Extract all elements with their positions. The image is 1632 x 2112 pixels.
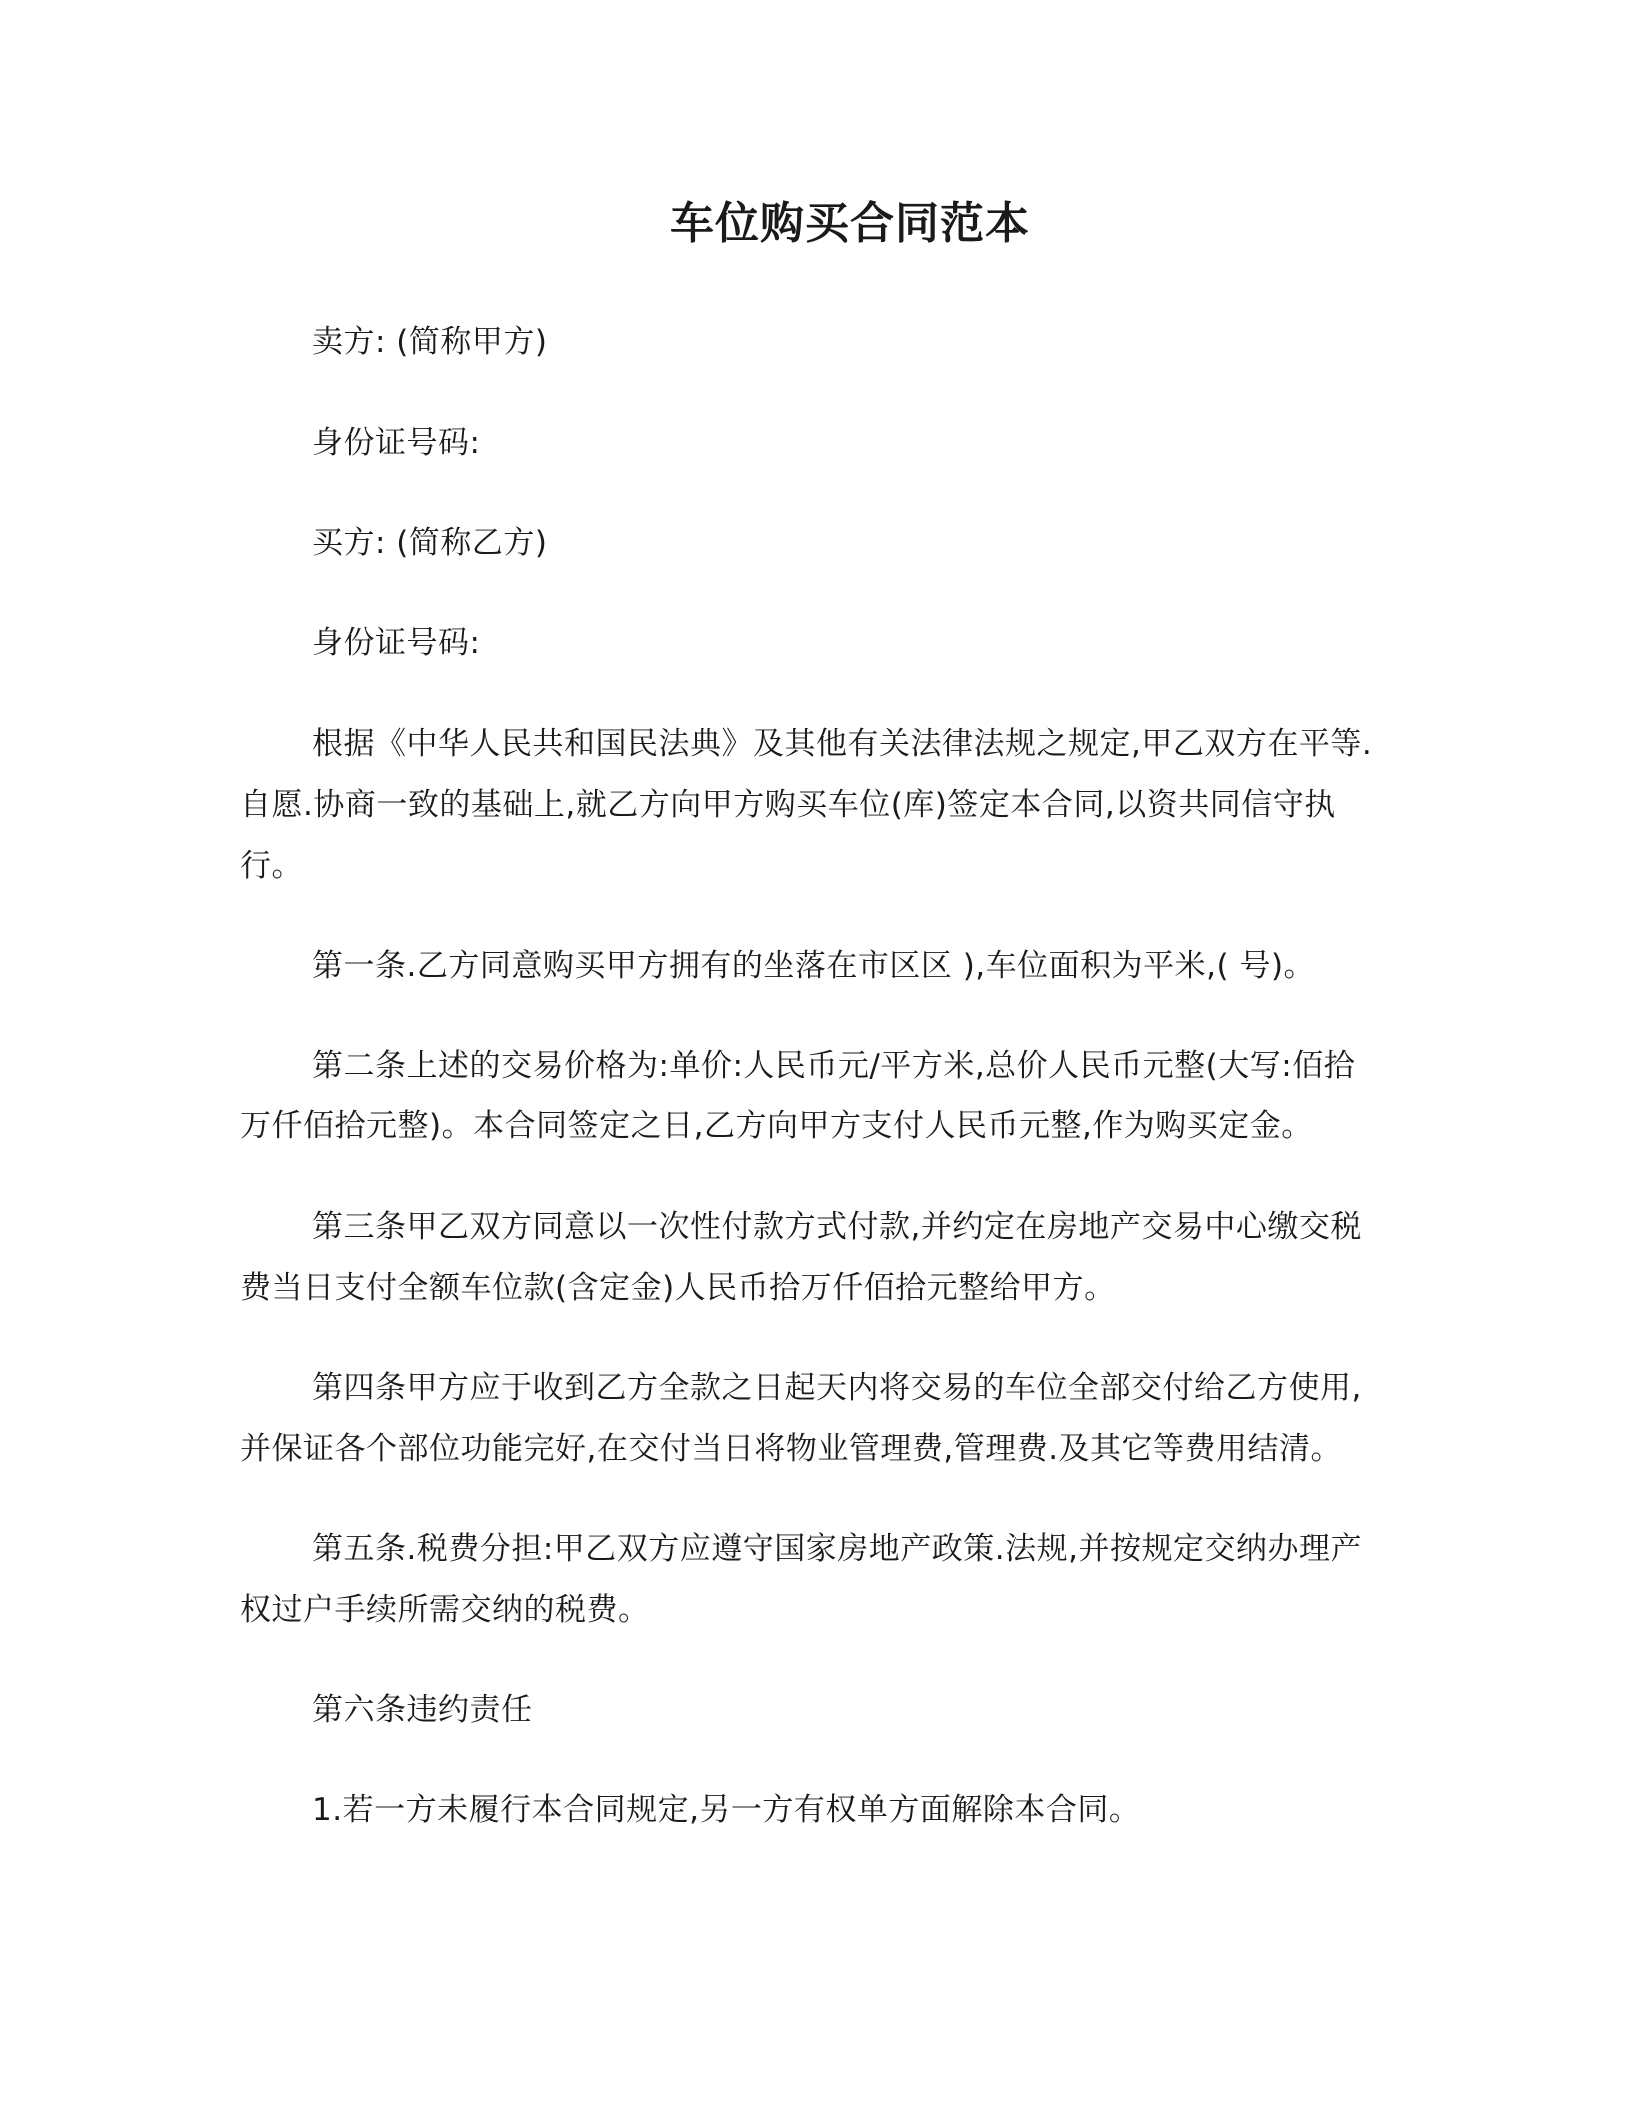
buyer-line: 买方: (简称乙方) [312,525,548,561]
article-4-line-1: 第四条甲方应于收到乙方全款之日起天内将交易的车位全部交付给乙方使用, [312,1370,1362,1406]
preamble-line-2: 自愿.协商一致的基础上,就乙方向甲方购买车位(库)签定本合同,以资共同信守执 [240,787,1336,823]
buyer-id-line: 身份证号码: [312,625,481,661]
article-3-line-2: 费当日支付全额车位款(含定金)人民币拾万仟佰拾元整给甲方。 [240,1270,1116,1306]
article-5-line-1: 第五条.税费分担:甲乙双方应遵守国家房地产政策.法规,并按规定交纳办理产 [312,1531,1363,1567]
article-1-line-1: 第一条.乙方同意购买甲方拥有的坐落在市区区 ),车位面积为平米,( 号)。 [312,948,1316,984]
article-2-line-1: 第二条上述的交易价格为:单价:人民币元/平方米,总价人民币元整(大写:佰拾 [312,1048,1356,1084]
article-6-heading: 第六条违约责任 [312,1692,533,1728]
article-5-line-2: 权过户手续所需交纳的税费。 [240,1592,650,1628]
article-3-line-1: 第三条甲乙双方同意以一次性付款方式付款,并约定在房地产交易中心缴交税 [312,1209,1362,1245]
article-6-clause-1: 1.若一方未履行本合同规定,另一方有权单方面解除本合同。 [312,1792,1141,1828]
document-title: 车位购买合同范本 [670,198,1030,249]
seller-id-line: 身份证号码: [312,425,481,461]
article-2-line-2: 万仟佰拾元整)。本合同签定之日,乙方向甲方支付人民币元整,作为购买定金。 [240,1108,1313,1144]
seller-line: 卖方: (简称甲方) [312,324,548,360]
preamble-line-1: 根据《中华人民共和国民法典》及其他有关法律法规之规定,甲乙双方在平等. [312,726,1373,762]
preamble-line-3: 行。 [240,848,303,884]
article-4-line-2: 并保证各个部位功能完好,在交付当日将物业管理费,管理费.及其它等费用结清。 [240,1431,1343,1467]
